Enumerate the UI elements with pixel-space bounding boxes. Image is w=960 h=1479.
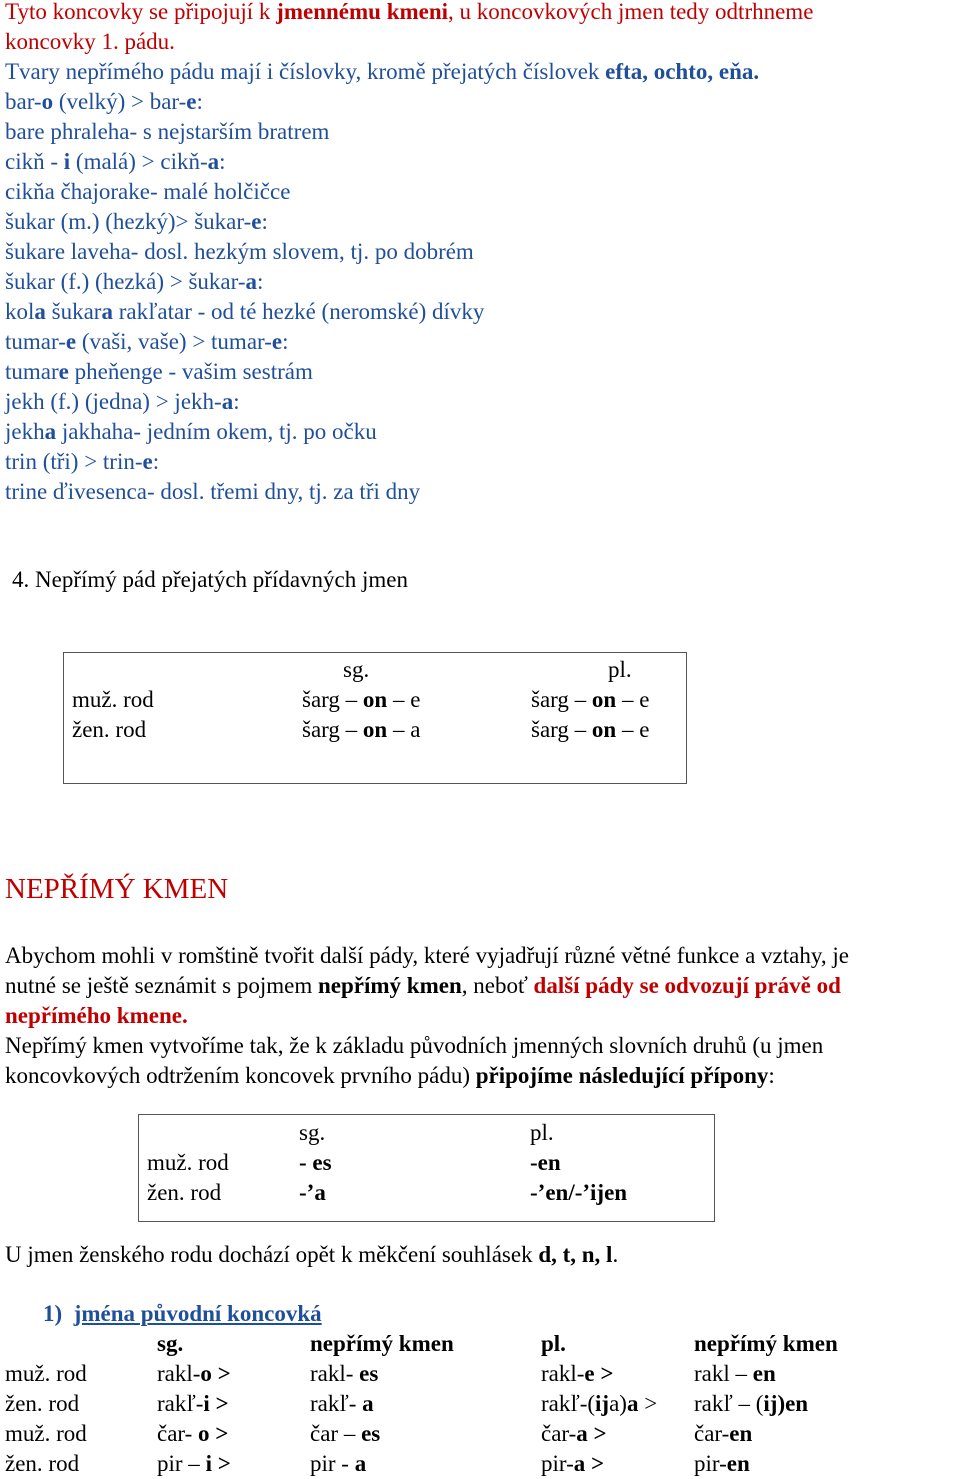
col-header-sg: sg. — [343, 657, 370, 682]
table-cell: rakľ- a — [310, 1391, 374, 1416]
paragraph-line: nepřímého kmene. — [5, 1003, 188, 1028]
example-line: šukar (f.) (hezká) > šukar-a: — [5, 269, 264, 294]
paragraph-line: nutné se ještě seznámit s pojmem nepřímý kmen, neboť další pády se odvozují právě od — [5, 973, 841, 998]
example-line: trine ďivesenca- dosl. třemi dny, tj. za tři dny — [5, 479, 421, 504]
table-cell: rakľ – (ij)en — [694, 1391, 809, 1416]
adjective-table — [63, 652, 687, 784]
table-cell: rakl-o > — [157, 1361, 231, 1386]
paragraph-line: koncovkových odtržením koncovek prvního pádu) připojíme následující přípony: — [5, 1063, 775, 1088]
table-cell: rakl- es — [310, 1361, 379, 1386]
table-cell: čar-a > — [541, 1421, 607, 1446]
table-cell: šarg – on – e — [531, 687, 650, 712]
table-cell: rakľ-(ija)a > — [541, 1391, 658, 1416]
intro-line-2: koncovky 1. pádu. — [5, 29, 175, 54]
table-cell: pir – i > — [157, 1451, 231, 1476]
table-cell: rakl-e > — [541, 1361, 614, 1386]
example-line: tumare pheňenge - vašim sestrám — [5, 359, 313, 384]
row-label: muž. rod — [147, 1150, 229, 1175]
example-line: šukare laveha- dosl. hezkým slovem, tj. po dobrém — [5, 239, 474, 264]
row-label: žen. rod — [72, 717, 147, 742]
table-cell: - es — [299, 1150, 332, 1175]
row-label: muž. rod — [5, 1421, 87, 1446]
table-cell: rakľ-i > — [157, 1391, 229, 1416]
example-line: kola šukara rakľatar - od té hezké (neromské) dívky — [5, 299, 485, 324]
table-cell: pir-en — [694, 1451, 750, 1476]
softening-note: U jmen ženského rodu dochází opět k měkčení souhlásek d, t, n, l. — [5, 1242, 619, 1267]
table-cell: -’a — [299, 1180, 326, 1205]
col-header: pl. — [541, 1331, 566, 1356]
table-cell: pir - a — [310, 1451, 367, 1476]
table-cell: šarg – on – e — [302, 687, 421, 712]
table-cell: šarg – on – a — [302, 717, 421, 742]
row-label: muž. rod — [72, 687, 154, 712]
example-line: bare phraleha- s nejstarším bratrem — [5, 119, 330, 144]
list-heading: 1) jména původní koncovká — [43, 1301, 322, 1326]
example-line: cikňa čhajorake- malé holčičce — [5, 179, 291, 204]
col-header-pl: pl. — [608, 657, 632, 682]
intro-line-3: Tvary nepřímého pádu mají i číslovky, kromě přejatých číslovek efta, ochto, eňa. — [5, 59, 760, 84]
table-cell: šarg – on – e — [531, 717, 650, 742]
example-line: cikň - i (malá) > cikň-a: — [5, 149, 226, 174]
suffix-table — [138, 1114, 715, 1222]
example-line: šukar (m.) (hezký)> šukar-e: — [5, 209, 268, 234]
row-label: muž. rod — [5, 1361, 87, 1386]
example-line: tumar-e (vaši, vaše) > tumar-e: — [5, 329, 289, 354]
section-4-title: 4. Nepřímý pád přejatých přídavných jmen — [12, 567, 408, 592]
col-header: nepřímý kmen — [310, 1331, 454, 1356]
section-heading: NEPŘÍMÝ KMEN — [5, 873, 229, 905]
intro-line-1: Tyto koncovky se připojují k jmennému kmeni, u koncovkových jmen tedy odtrhneme — [5, 0, 814, 24]
row-label: žen. rod — [5, 1451, 80, 1476]
table-cell: čar- o > — [157, 1421, 229, 1446]
example-line: trin (tři) > trin-e: — [5, 449, 160, 474]
example-line: jekha jakhaha- jedním okem, tj. po očku — [5, 419, 377, 444]
col-header-pl: pl. — [530, 1120, 554, 1145]
col-header: sg. — [157, 1331, 184, 1356]
col-header-sg: sg. — [299, 1120, 326, 1145]
table-cell: rakl – en — [694, 1361, 776, 1386]
table-cell: čar-en — [694, 1421, 753, 1446]
col-header: nepřímý kmen — [694, 1331, 838, 1356]
table-cell: pir-a > — [541, 1451, 605, 1476]
table-cell: -’en/-’ijen — [530, 1180, 628, 1205]
example-line: jekh (f.) (jedna) > jekh-a: — [5, 389, 240, 414]
row-label: žen. rod — [147, 1180, 222, 1205]
paragraph-line: Abychom mohli v romštině tvořit další pády, které vyjadřují různé větné funkce a vztahy, je — [5, 943, 849, 968]
paragraph-line: Nepřímý kmen vytvoříme tak, že k základu původních jmenných slovních druhů (u jmen — [5, 1033, 824, 1058]
row-label: žen. rod — [5, 1391, 80, 1416]
table-cell: čar – es — [310, 1421, 381, 1446]
table-cell: -en — [530, 1150, 561, 1175]
example-line: bar-o (velký) > bar-e: — [5, 89, 203, 114]
